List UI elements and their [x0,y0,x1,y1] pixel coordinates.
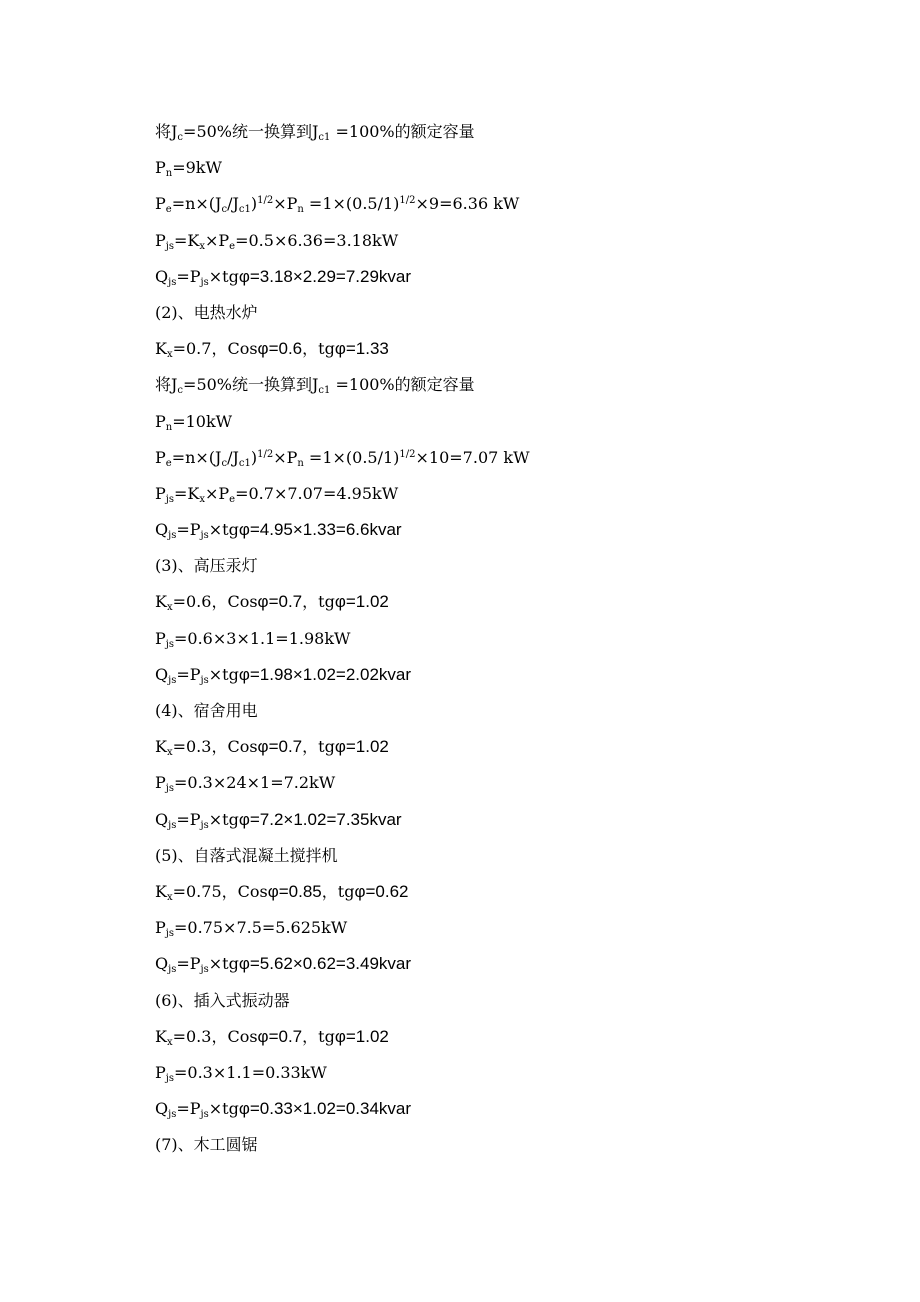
text-segment: ，tg [302,1026,335,1046]
text-line [155,657,855,693]
text-line [155,548,855,584]
formula-text: φ=1.02 [334,1026,389,1046]
text-segment: /J [227,447,239,467]
text-segment: ×P [205,483,230,503]
text-segment: Q [155,809,169,829]
text-line [155,1019,855,1055]
subscript: c1 [318,385,331,397]
text-segment: /J [227,194,239,214]
subscript: js [165,493,174,505]
text-segment: =K [174,483,200,503]
text-segment: ×10=7.07 kW [415,447,530,467]
superscript: 1/2 [399,195,416,207]
subscript: js [168,1109,177,1121]
subscript: js [200,276,209,288]
text-segment: ×tg [208,954,239,974]
text-segment: =10kW [172,411,233,431]
formula-text: φ=1.33 [334,339,389,359]
text-segment: =0.7，Cos [172,339,258,359]
text-segment: =0.75×7.5=5.625kW [174,918,348,938]
text-segment: =0.3，Cos [172,1026,258,1046]
text-segment: Q [155,1099,169,1119]
subscript: js [168,964,177,976]
superscript: 1/2 [399,448,416,460]
text-line [155,693,855,729]
text-segment: =P [176,664,201,684]
subscript: c [177,132,184,143]
subscript: js [200,1109,209,1121]
text-line [155,440,855,476]
text-segment: (2)、电热水炉 [155,302,258,322]
text-segment: =K [174,230,200,250]
formula-text: φ=0.62 [354,881,409,901]
text-segment: ，tg [302,737,335,757]
text-line [155,910,855,946]
subscript: js [168,674,177,686]
subscript: c [177,385,184,397]
superscript: 1/2 [257,448,274,460]
text-segment: ×9=6.36 kW [415,194,520,214]
text-segment: P [155,918,166,938]
text-segment: ，tg [321,881,355,901]
formula-text: φ=3.18×2.29=7.29kvar [238,266,412,286]
subscript: js [200,674,209,686]
text-segment: P [155,194,166,214]
subscript: n [165,168,173,180]
formula-text: φ=0.7 [257,1026,303,1046]
subscript: x [166,891,173,903]
text-segment: =100%的额定容量 [330,375,475,395]
subscript: c1 [238,204,251,216]
text-segment: ) [250,194,258,214]
subscript: x [166,1036,173,1048]
subscript: c [221,204,228,216]
text-segment: ，tg [302,592,335,612]
text-line [155,476,855,512]
text-line [155,621,855,657]
text-segment: =P [176,809,201,829]
text-segment: Q [155,954,169,974]
text-segment: (6)、插入式振动器 [155,990,290,1010]
text-segment: =0.7×7.07=4.95kW [235,483,399,503]
subscript: js [200,964,209,976]
text-line [155,729,855,765]
text-line [155,223,855,259]
subscript: x [166,602,173,614]
superscript: 1/2 [257,195,274,207]
subscript: e [229,240,236,252]
text-segment: ×tg [208,664,239,684]
formula-text: φ=1.98×1.02=2.02kvar [238,664,412,684]
subscript: js [165,783,174,795]
text-segment: K [155,592,167,612]
text-segment: ×P [273,447,298,467]
text-line [155,512,855,548]
text-segment: =0.3×24×1=7.2kW [174,773,336,793]
text-segment: =n×(J [171,447,222,467]
subscript: js [165,240,174,252]
text-segment: P [155,447,166,467]
subscript: js [168,530,177,542]
subscript: js [165,638,174,650]
text-line [155,838,855,874]
text-segment: P [155,773,166,793]
text-line [155,1127,855,1163]
text-segment: K [155,881,167,901]
text-segment: ，tg [302,339,335,359]
text-line [155,367,855,403]
text-line [155,946,855,982]
text-line [155,150,855,186]
text-segment: =P [176,520,201,540]
text-segment: P [155,483,166,503]
text-line [155,331,855,367]
formula-text: φ=0.7 [257,737,303,757]
subscript: n [165,421,173,433]
text-segment: =0.3×1.1=0.33kW [174,1062,327,1082]
text-segment: Q [155,266,169,286]
subscript: x [166,349,173,361]
subscript: n [297,457,304,469]
subscript: js [200,819,209,831]
text-segment: P [155,158,166,178]
text-segment: K [155,339,167,359]
subscript: x [166,747,173,759]
text-segment: ×P [273,194,298,214]
text-segment: =P [176,954,201,974]
text-line [155,802,855,838]
text-line [155,1091,855,1127]
text-segment: ×P [205,230,230,250]
text-segment: =50%统一换算到J [183,375,319,395]
subscript: e [165,457,172,469]
text-segment: =P [176,1099,201,1119]
subscript: c [221,457,228,469]
text-segment: =1×(0.5/1) [303,447,400,467]
formula-text: φ=0.85 [267,881,322,901]
text-segment: K [155,737,167,757]
text-segment: P [155,1062,166,1082]
text-segment: (5)、自落式混凝土搅拌机 [155,845,338,865]
text-segment: ×tg [208,266,239,286]
text-segment: Q [155,664,169,684]
text-segment: =9kW [172,158,222,178]
subscript: c1 [238,457,251,469]
subscript: x [199,240,205,252]
text-line [155,114,855,150]
formula-text: φ=1.02 [334,592,389,612]
text-line [155,983,855,1019]
text-line [155,186,855,222]
text-line [155,1055,855,1091]
subscript: js [168,276,177,288]
text-line [155,259,855,295]
text-segment: K [155,1026,167,1046]
subscript: js [168,819,177,831]
text-line [155,295,855,331]
subscript: js [165,1072,174,1084]
subscript: js [165,928,174,940]
text-segment: =1×(0.5/1) [303,194,400,214]
text-segment: (4)、宿舍用电 [155,701,258,720]
calculation-text [155,114,855,1163]
text-segment: =0.75，Cos [172,881,268,901]
subscript: x [199,493,205,505]
subscript: e [165,204,172,216]
text-segment: ×tg [208,809,239,829]
subscript: js [200,530,209,542]
text-segment: =n×(J [171,194,222,214]
text-segment: =50%统一换算到J [183,122,319,141]
formula-text: φ=0.6 [257,339,303,359]
text-line [155,765,855,801]
text-segment: (7)、木工圆锯 [155,1135,258,1155]
text-segment: =0.6，Cos [172,592,258,612]
subscript: n [297,204,304,216]
text-segment: ) [250,447,258,467]
text-segment: (3)、高压汞灯 [155,556,258,576]
text-segment: 将J [155,122,178,141]
formula-text: φ=4.95×1.33=6.6kvar [238,520,402,540]
formula-text: φ=5.62×0.62=3.49kvar [238,954,412,974]
text-segment: P [155,628,166,648]
formula-text: φ=0.7 [257,592,303,612]
text-segment: P [155,411,166,431]
formula-text: φ=0.33×1.02=0.34kvar [238,1099,412,1119]
formula-text: φ=7.2×1.02=7.35kvar [238,809,402,829]
text-line [155,584,855,620]
text-line [155,404,855,440]
text-segment: =100%的额定容量 [330,122,475,141]
text-segment: ×tg [208,1099,239,1119]
text-segment: =P [176,266,201,286]
text-segment: =0.5×6.36=3.18kW [235,230,399,250]
text-segment: =0.6×3×1.1=1.98kW [174,628,351,648]
text-segment: ×tg [208,520,239,540]
text-segment: =0.3，Cos [172,737,258,757]
text-segment: Q [155,520,169,540]
formula-text: φ=1.02 [334,737,389,757]
subscript: c1 [318,132,331,143]
text-segment: 将J [155,375,178,395]
subscript: e [229,493,236,505]
text-line [155,874,855,910]
text-segment: P [155,230,166,250]
